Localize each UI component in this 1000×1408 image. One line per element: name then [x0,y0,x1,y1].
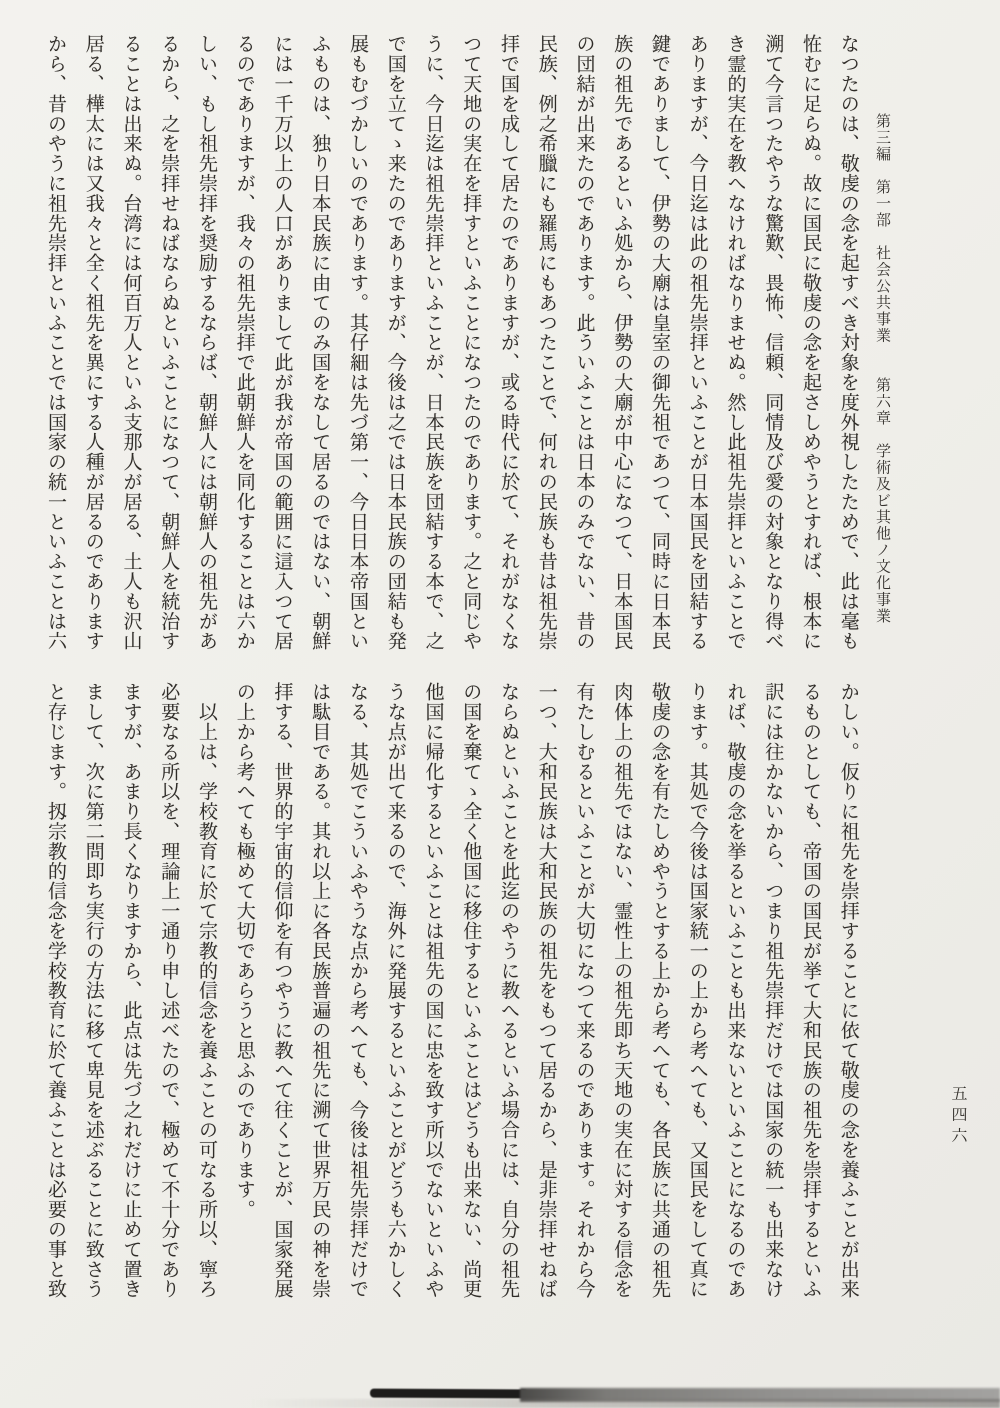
text-column: 一つ、大和民族は大和民族の祖先をもつて居るから、是非崇拝せねば [535,682,557,1299]
text-column: き霊的実在を教へなければなりませぬ。然し此祖先崇拝といふことで [724,34,746,651]
text-column: なる、其処でこういふやうな点から考へても、今後は祖先崇拝だけで [347,682,368,1299]
text-column: の団結が出来たのであります。此ういふことは日本のみでない、昔の [573,34,595,651]
text-column: るものとしても、帝国の国民が挙て大和民族の祖先を崇拝するといふ [800,682,821,1299]
text-column: ありますが、今日迄は此の祖先崇拝といふことが日本国民を団結する [686,34,708,651]
text-column: なつたのは、敬虔の念を起すべき対象を度外視したためで、此は毫も [837,34,859,651]
text-column: の上から考へても極めて大切であらうと思ふのであります。 [233,682,255,1220]
text-column: ることは出来ぬ。台湾には何百万人といふ支那人が居る、土人も沢山 [120,34,142,651]
text-column: 鍵でありまして、伊勢の大廟は皇室の御先祖であつて、同時に日本民 [649,34,670,651]
running-header: 第三編 第一部 社会公共事業 第六章 学術及ビ其他ノ文化事業 [874,113,890,625]
text-column: 有たしむるといふことが大切になつて来るのであります。それから今 [573,682,595,1299]
text-column: 溯て今言つたやうな驚歎、畏怖、信頼、同情及び愛の対象となり得べ [762,34,784,651]
text-column: 敬虔の念を有たしめやうとする上から考へても、各民族に共通の祖先 [649,682,670,1299]
text-column: かしい。仮りに祖先を崇拝することに依て敬虔の念を養ふことが出来 [837,682,859,1299]
text-column: まして、次に第二問即ち実行の方法に移て卑見を述ぶることに致さう [82,682,104,1299]
text-column: 以上は、学校教育に於て宗教的信念を養ふことの可なる所以、寧ろ [196,682,217,1299]
text-column: るから、之を崇拝せねばならぬといふことになつて、朝鮮人を統治す [158,34,180,651]
text-column: れば、敬虔の念を挙るといふことも出来ないといふことになるのであ [724,682,746,1299]
text-column: るのでありますが、我々の祖先崇拝で此朝鮮人を同化することは六か [233,34,255,651]
text-column: 居る、樺太には又我々と全く祖先を異にする人種が居るのであります [82,34,104,651]
scan-artifact-dark-streak [370,1389,528,1399]
text-column: 拝で国を成して居たのでありますが、或る時代に於て、それがなくな [498,34,519,651]
page-number: 五四六 [949,1085,966,1148]
text-column: ますが、あまり長くなりますから、此点は先づ之れだけに止めて置き [120,682,142,1299]
text-column: 族の祖先であるといふ処から、伊勢の大廟が中心になつて、日本国民 [611,34,633,651]
text-column: 民族、例之希臘にも羅馬にもあつたことで、何れの民族も昔は祖先崇 [535,34,557,651]
text-column: 必要なる所以を、理論上一通り申し述べたので、極めて不十分であり [158,682,180,1299]
text-block-bottom [46,682,858,1302]
text-column: ならぬといふことを此迄のやうに教へるといふ場合には、自分の祖先 [498,682,519,1299]
text-column: と存じます。扨宗教的信念を学校教育に於て養ふことは必要の事と致 [45,682,66,1299]
text-column: うな点が出て来るので、海外に発展するといふことがどうも六かしく [384,682,406,1299]
text-column: は駄目である。其れ以上に各民族普遍の祖先に溯て世界万民の神を崇 [309,682,331,1299]
text-column: 訳には往かないから、つまり祖先崇拝だけでは国家の統一も出来なけ [762,682,784,1299]
text-column: 展もむづかしいのであります。其仔細は先づ第一、今日日本帝国とい [347,34,368,651]
text-column: には一千万以上の人口がありまして此が我が帝国の範囲に這入つて居 [271,34,293,651]
text-column: ふものは、独り日本民族に由てのみ国をなして居るのではない、朝鮮 [309,34,331,651]
text-column: うに、今日迄は祖先崇拝といふことが、日本民族を団結する本で、之 [422,34,444,651]
text-column: で国を立てゝ来たのでありますが、今後は之では日本民族の団結も発 [384,34,406,651]
text-column: 他国に帰化するといふことは祖先の国に忠を致す所以でないといふや [422,682,444,1299]
text-block-top [46,34,858,652]
text-column: 肉体上の祖先ではない、霊性上の祖先即ち天地の実在に対する信念を [611,682,633,1299]
text-column: 恠むに足らぬ。故に国民に敬虔の念を起さしめやうとすれば、根本に [800,34,821,651]
text-column: ります。其処で今後は国家統一の上から考へても、又国民をして真に [686,682,708,1299]
text-column: しい、もし祖先崇拝を奨励するならば、朝鮮人には朝鮮人の祖先があ [196,34,217,651]
text-column: から、昔のやうに祖先崇拝といふことでは国家の統一といふことは六 [45,34,66,651]
text-column: つて天地の実在を拝すといふことになつたのであります。之と同じや [460,34,482,651]
text-column: 拝する、世界的宇宙的信仰を有つやうに教へて往くことが、国家発展 [271,682,293,1299]
text-column: の国を棄てゝ全く他国に移住するといふことはどうも出来ない、尚更 [460,682,482,1299]
scan-artifact-edge-shadow [0,1399,1000,1408]
